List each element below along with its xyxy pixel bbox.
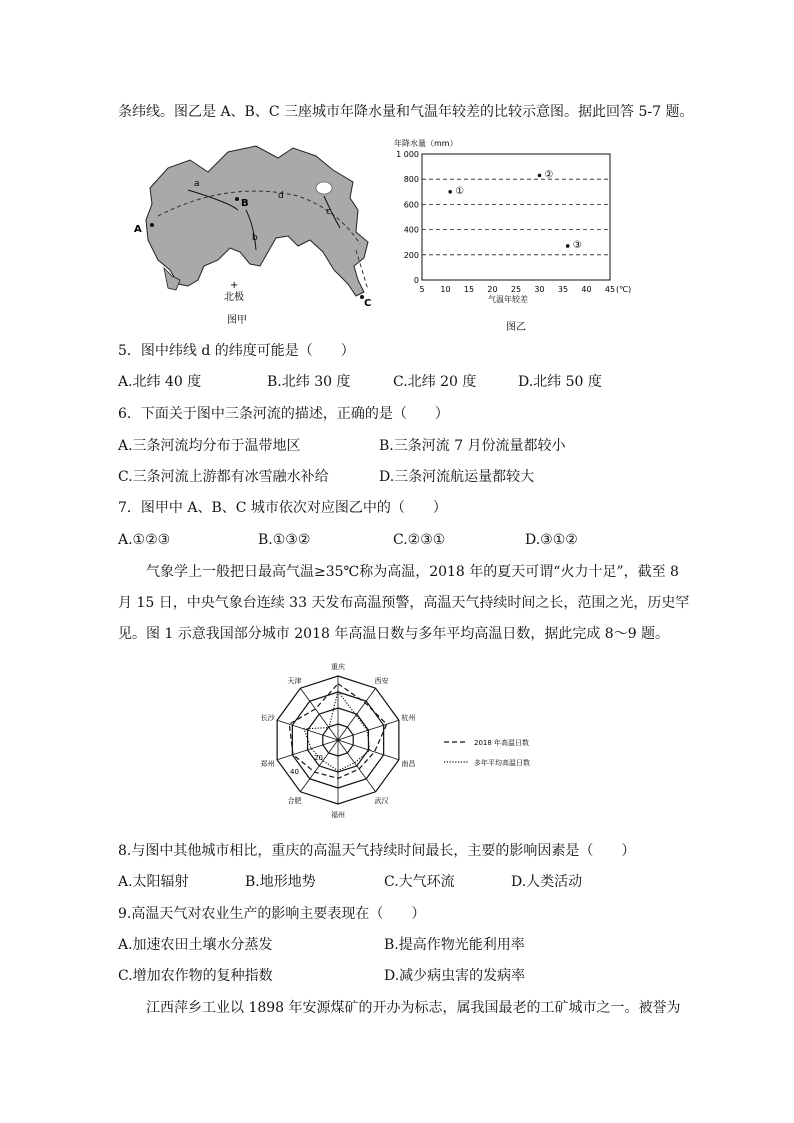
label-d: d xyxy=(278,191,284,201)
radar-axis-label-3: 南昌 xyxy=(401,759,416,768)
q9-option-c[interactable]: C.增加农作物的复种指数 xyxy=(118,968,273,984)
x-tick-1: 10 xyxy=(440,285,451,294)
legend-label-2: 多年平均高温日数 xyxy=(474,759,530,767)
passage2-line-3: 见。图 1 示意我国部分城市 2018 年高温日数与多年平均高温日数，据此完成 8～9 题。 xyxy=(118,626,670,642)
x-tick-3: 20 xyxy=(487,285,498,294)
landmass xyxy=(146,146,368,296)
q5-option-a[interactable]: A.北纬 40 度 xyxy=(118,374,202,390)
map-figure xyxy=(128,140,388,330)
x-tick-7: 40 xyxy=(581,285,592,294)
north-pole-label: 北极 xyxy=(224,292,244,303)
q5-stem: 5．图中纬线 d 的纬度可能是（ ） xyxy=(118,343,355,359)
q9-option-d[interactable]: D.减少病虫害的发病率 xyxy=(384,968,526,984)
q8-option-b[interactable]: B.地形地势 xyxy=(245,874,316,890)
q5-option-c[interactable]: C.北纬 20 度 xyxy=(393,374,477,390)
passage3-line-1: 江西萍乡工业以 1898 年安源煤矿的开办为标志，属我国最老的工矿城市之一。被誉为 xyxy=(146,1000,681,1016)
x-tick-4: 25 xyxy=(510,285,522,294)
q5-option-d[interactable]: D.北纬 50 度 xyxy=(518,374,602,390)
radar-axis-label-6: 合肥 xyxy=(287,796,302,805)
scatter-chart xyxy=(392,136,652,336)
q6-option-a[interactable]: A.三条河流均分布于温带地区 xyxy=(118,438,301,454)
x-tick-2: 15 xyxy=(463,285,475,294)
north-pole-symbol: + xyxy=(230,280,239,291)
q5-option-b[interactable]: B.北纬 30 度 xyxy=(267,374,351,390)
label-city-a: A xyxy=(134,224,142,235)
x-tick-8: 45 xyxy=(604,285,616,294)
data-point-3 xyxy=(566,244,570,248)
map-caption: 图甲 xyxy=(227,315,247,326)
q7-option-a[interactable]: A.①②③ xyxy=(118,532,171,548)
radar-axis-label-1: 西安 xyxy=(374,677,389,686)
y-tick-0: 0 xyxy=(413,276,419,285)
label-city-b: B xyxy=(241,198,249,209)
y-tick-3: 600 xyxy=(403,200,419,210)
q6-option-c[interactable]: C.三条河流上游都有冰雪融水补给 xyxy=(118,469,329,485)
x-axis-label: 气温年较差 xyxy=(488,295,528,304)
data-point-label-1: ① xyxy=(455,185,465,197)
x-tick-0: 5 xyxy=(419,285,425,294)
ring-label-20: 20 xyxy=(314,754,323,762)
y-axis-label: 年降水量（mm） xyxy=(394,139,458,148)
radar-spoke-6 xyxy=(300,740,338,792)
q8-option-d[interactable]: D.人类活动 xyxy=(511,874,583,890)
label-city-c: C xyxy=(364,298,372,309)
radar-axis-label-4: 武汉 xyxy=(374,796,389,805)
chart-caption: 图乙 xyxy=(506,322,526,333)
q8-stem: 8.与图中其他城市相比，重庆的高温天气持续时间最长，主要的影响因素是（ ） xyxy=(118,843,636,859)
radar-axis-label-0: 重庆 xyxy=(331,663,345,671)
x-unit: (℃) xyxy=(616,285,632,294)
x-tick-5: 30 xyxy=(534,285,545,294)
legend-label-1: 2018 年高温日数 xyxy=(474,739,530,747)
q6-option-b[interactable]: B.三条河流 7 月份流量都较小 xyxy=(379,438,566,454)
data-point-label-3: ③ xyxy=(572,239,582,251)
label-a: a xyxy=(194,179,200,189)
q8-option-c[interactable]: C.大气环流 xyxy=(384,874,455,890)
q8-option-a[interactable]: A.太阳辐射 xyxy=(118,874,189,890)
data-point-1 xyxy=(448,190,452,194)
radar-axis-label-5: 福州 xyxy=(331,811,345,819)
radar-axis-label-9: 天津 xyxy=(287,677,302,686)
q7-option-b[interactable]: B.①③② xyxy=(258,532,311,548)
y-tick-5: 1 000 xyxy=(396,150,419,159)
radar-spoke-1 xyxy=(338,688,376,740)
q9-stem: 9.高温天气对农业生产的影响主要表现在（ ） xyxy=(118,906,426,922)
q6-stem: 6．下面关于图中三条河流的描述，正确的是（ ） xyxy=(118,406,449,422)
y-tick-1: 200 xyxy=(403,250,419,260)
data-point-2 xyxy=(538,174,542,178)
ring-label-40: 40 xyxy=(290,768,299,776)
passage2-line-2: 月 15 日，中央气象台连续 33 天发布高温预警，高温天气持续时间之长，范围之光，历史罕 xyxy=(118,595,690,611)
plot-frame xyxy=(422,154,610,280)
q6-option-d[interactable]: D.三条河流航运量都较大 xyxy=(379,469,535,485)
radar-axis-label-7: 郑州 xyxy=(260,759,275,768)
radar-axis-label-8: 长沙 xyxy=(260,714,275,723)
x-tick-6: 35 xyxy=(557,285,569,294)
q7-option-c[interactable]: C.②③① xyxy=(393,532,446,548)
radar-axis-label-2: 杭州 xyxy=(401,714,416,723)
data-point-label-2: ② xyxy=(544,169,554,181)
q9-option-b[interactable]: B.提高作物光能利用率 xyxy=(384,937,525,953)
q7-option-d[interactable]: D.③①② xyxy=(525,532,578,548)
intro-text: 条纬线。图乙是 A、B、C 三座城市年降水量和气温年较差的比较示意图。据此回答 5-7 题。 xyxy=(118,104,694,120)
label-c: c xyxy=(326,207,331,217)
passage2-line-1: 气象学上一般把日最高气温≥35℃称为高温，2018 年的夏天可谓“火力十足”，截至 8 xyxy=(146,564,679,580)
label-b: b xyxy=(252,233,258,243)
y-tick-4: 800 xyxy=(403,175,419,185)
radar-chart xyxy=(248,656,558,824)
q7-stem: 7．图甲中 A、B、C 城市依次对应图乙中的（ ） xyxy=(118,500,447,516)
radar-spoke-4 xyxy=(338,740,376,792)
q9-option-a[interactable]: A.加速农田土壤水分蒸发 xyxy=(118,937,273,953)
y-tick-2: 400 xyxy=(403,225,419,235)
